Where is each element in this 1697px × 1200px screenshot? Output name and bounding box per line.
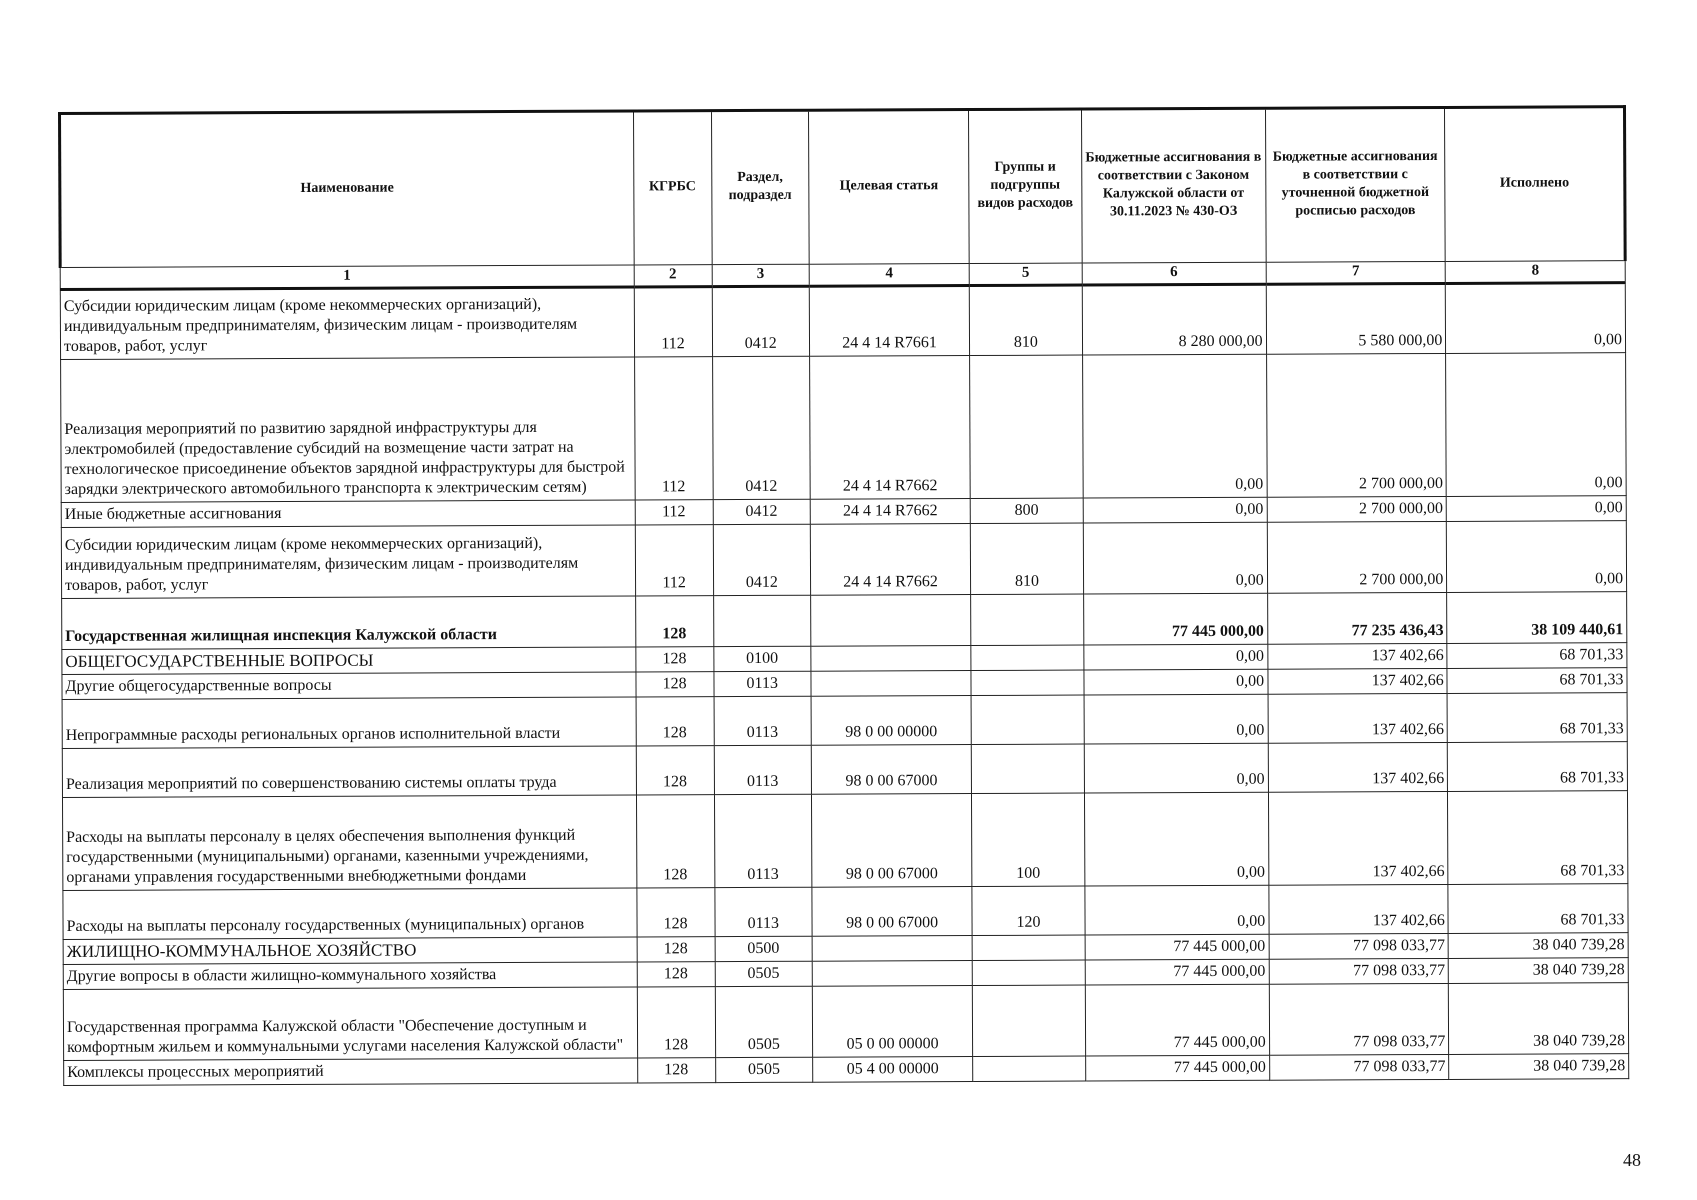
row-target-article: [811, 646, 971, 672]
row-section: 0100: [713, 646, 811, 671]
row-kgrbs: 112: [634, 287, 712, 357]
row-executed: 68 701,33: [1447, 668, 1627, 694]
row-executed: 38 040 739,28: [1449, 1054, 1629, 1080]
row-executed: 68 701,33: [1447, 643, 1627, 669]
table-header-row: [60, 107, 1626, 268]
row-section: 0412: [712, 286, 810, 356]
row-law-allocation: 0,00: [1083, 522, 1267, 594]
row-law-allocation: 77 445 000,00: [1085, 959, 1269, 985]
table-row: [63, 884, 1628, 940]
row-section: 0113: [714, 745, 812, 794]
row-section: 0412: [712, 356, 810, 499]
table-row: [60, 283, 1625, 360]
row-expense-group: [972, 960, 1085, 985]
table-row: [63, 983, 1628, 1061]
row-revised-allocation: 2 700 000,00: [1266, 353, 1446, 497]
row-kgrbs: 112: [635, 500, 713, 525]
column-number: 1: [60, 265, 634, 290]
row-revised-allocation: 77 235 436,43: [1267, 592, 1447, 644]
table-row: [62, 742, 1627, 798]
budget-table: [58, 105, 1630, 1086]
row-law-allocation: 0,00: [1085, 885, 1269, 935]
row-revised-allocation: 2 700 000,00: [1267, 496, 1447, 522]
row-kgrbs: 128: [637, 888, 715, 937]
column-number: 3: [712, 264, 810, 286]
row-target-article: [811, 595, 971, 647]
row-name: Комплексы процессных мероприятий: [64, 1058, 638, 1086]
row-kgrbs: 112: [634, 357, 713, 500]
row-expense-group: 800: [970, 498, 1083, 523]
row-section: 0113: [714, 696, 812, 745]
row-law-allocation: 0,00: [1082, 354, 1267, 498]
row-target-article: 24 4 14 R7661: [809, 286, 969, 357]
row-executed: 38 040 739,28: [1449, 983, 1629, 1055]
row-revised-allocation: 137 402,66: [1267, 643, 1447, 669]
row-kgrbs: 128: [637, 937, 715, 962]
row-executed: 0,00: [1447, 521, 1627, 593]
row-expense-group: [971, 695, 1084, 744]
row-expense-group: 810: [970, 523, 1083, 594]
row-name: Непрограммные расходы региональных органов исполнительной власти: [62, 697, 636, 749]
row-law-allocation: 77 445 000,00: [1085, 984, 1269, 1056]
row-section: 0412: [713, 499, 811, 524]
row-revised-allocation: 77 098 033,77: [1269, 983, 1449, 1055]
row-executed: 0,00: [1446, 353, 1626, 497]
row-revised-allocation: 137 402,66: [1268, 693, 1448, 743]
row-target-article: [811, 671, 971, 697]
row-executed: 38 040 739,28: [1448, 933, 1628, 959]
row-target-article: 24 4 14 R7662: [810, 356, 971, 500]
row-expense-group: 100: [972, 793, 1085, 886]
row-executed: 38 040 739,28: [1449, 958, 1629, 984]
row-law-allocation: 0,00: [1084, 669, 1268, 695]
row-target-article: [812, 961, 972, 987]
row-target-article: 05 4 00 00000: [813, 1057, 973, 1083]
column-number: 4: [809, 264, 969, 287]
row-law-allocation: 0,00: [1084, 743, 1268, 793]
row-kgrbs: 128: [637, 987, 715, 1058]
table-row: [61, 521, 1626, 599]
row-expense-group: [972, 985, 1085, 1056]
row-section: 0412: [713, 524, 811, 595]
row-revised-allocation: 5 580 000,00: [1266, 283, 1446, 354]
row-law-allocation: 0,00: [1083, 644, 1267, 670]
row-executed: 38 109 440,61: [1447, 592, 1627, 644]
row-section: 0505: [715, 986, 813, 1057]
row-revised-allocation: 137 402,66: [1268, 742, 1448, 792]
header-name: Наименование: [60, 111, 634, 268]
header-executed: Исполнено: [1445, 107, 1625, 262]
row-revised-allocation: 77 098 033,77: [1269, 958, 1449, 984]
row-kgrbs: 128: [635, 647, 713, 672]
row-law-allocation: 0,00: [1084, 694, 1268, 744]
row-target-article: 98 0 00 67000: [811, 745, 971, 795]
row-kgrbs: 128: [637, 1058, 715, 1083]
row-law-allocation: 8 280 000,00: [1082, 284, 1266, 355]
column-number: 8: [1445, 261, 1625, 284]
header-target-article: Целевая статья: [808, 110, 969, 265]
row-expense-group: [971, 670, 1084, 695]
row-target-article: 05 0 00 00000: [812, 986, 972, 1058]
row-revised-allocation: 137 402,66: [1268, 668, 1448, 694]
table-row: [62, 592, 1627, 650]
row-law-allocation: 77 445 000,00: [1083, 593, 1267, 645]
row-section: 0113: [714, 794, 812, 887]
row-section: 0113: [714, 887, 812, 936]
row-target-article: 24 4 14 R7662: [810, 499, 970, 525]
header-law-allocation: Бюджетные ассигнования в соответствии с Законом Калужской области от 30.11.2023 № 430-ОЗ: [1081, 108, 1266, 263]
row-name: Иные бюджетные ассигнования: [61, 500, 635, 528]
row-expense-group: [970, 355, 1083, 498]
column-number: 6: [1082, 262, 1266, 285]
row-expense-group: [972, 935, 1085, 960]
row-law-allocation: 77 445 000,00: [1085, 934, 1269, 960]
row-executed: 0,00: [1446, 283, 1626, 354]
column-number: 7: [1266, 261, 1446, 284]
row-section: 0505: [715, 961, 813, 986]
row-name: Реализация мероприятий по совершенствованию системы оплаты труда: [62, 746, 636, 798]
row-name: Субсидии юридическим лицам (кроме некоммерческих организаций), индивидуальным предпринимателям, физическим лицам - производителям товаров, работ, услуг: [61, 525, 635, 599]
table-row: [62, 693, 1627, 749]
row-executed: 68 701,33: [1448, 742, 1628, 792]
table-row: [62, 791, 1627, 891]
header-revised-allocation: Бюджетные ассигнования в соответствии с уточненной бюджетной росписью расходов: [1265, 107, 1445, 262]
row-name: Другие общегосударственные вопросы: [62, 672, 636, 700]
column-number: 2: [634, 265, 712, 287]
row-revised-allocation: 77 098 033,77: [1269, 933, 1449, 959]
row-revised-allocation: 77 098 033,77: [1269, 1054, 1449, 1080]
row-name: ОБЩЕГОСУДАРСТВЕННЫЕ ВОПРОСЫ: [62, 647, 636, 675]
row-name: Субсидии юридическим лицам (кроме некоммерческих организаций), индивидуальным предпринимателям, физическим лицам - производителям товаров, работ, услуг: [60, 287, 634, 360]
row-target-article: 24 4 14 R7662: [810, 524, 970, 596]
row-expense-group: [973, 1056, 1086, 1081]
row-expense-group: [971, 645, 1084, 670]
row-name: Государственная жилищная инспекция Калужской области: [62, 596, 636, 650]
row-name: Другие вопросы в области жилищно-коммунального хозяйства: [63, 962, 637, 990]
row-expense-group: [971, 594, 1084, 645]
row-expense-group: [971, 744, 1084, 793]
row-expense-group: 120: [972, 886, 1085, 935]
row-revised-allocation: 137 402,66: [1268, 791, 1448, 885]
row-expense-group: 810: [969, 285, 1082, 355]
row-target-article: 98 0 00 00000: [811, 696, 971, 746]
page-number: 48: [1623, 1150, 1641, 1170]
row-target-article: 98 0 00 67000: [812, 887, 972, 937]
row-target-article: 98 0 00 67000: [811, 794, 972, 888]
table-row: [61, 353, 1627, 503]
row-executed: 68 701,33: [1448, 884, 1628, 934]
row-law-allocation: 0,00: [1083, 497, 1267, 523]
row-kgrbs: 112: [635, 525, 713, 596]
row-name: Расходы на выплаты персоналу в целях обеспечения выполнения функций государственными (муниципальными) органами, казенными учреждениями, органами управления государственными внебюджетными фондами: [62, 795, 636, 891]
row-revised-allocation: 137 402,66: [1269, 884, 1449, 934]
row-kgrbs: 128: [637, 962, 715, 987]
row-revised-allocation: 2 700 000,00: [1267, 521, 1447, 593]
row-name: Государственная программа Калужской области "Обеспечение доступным и комфортным жильем и коммунальными услугами населения Калужской области": [63, 987, 637, 1061]
header-kgrbs: КГРБС: [633, 111, 712, 265]
row-executed: 68 701,33: [1448, 791, 1628, 885]
row-kgrbs: 128: [636, 746, 714, 795]
header-expense-group: Группы и подгруппы видов расходов: [969, 109, 1082, 263]
row-section: 0113: [713, 671, 811, 696]
row-kgrbs: 128: [635, 596, 713, 647]
row-kgrbs: 128: [636, 672, 714, 697]
row-name: Расходы на выплаты персоналу государственных (муниципальных) органов: [63, 888, 637, 940]
row-name: ЖИЛИЩНО-КОММУНАЛЬНОЕ ХОЗЯЙСТВО: [63, 937, 637, 965]
row-section: [713, 595, 811, 646]
row-executed: 68 701,33: [1447, 693, 1627, 743]
row-section: 0505: [715, 1057, 813, 1082]
row-law-allocation: 0,00: [1084, 792, 1268, 886]
row-law-allocation: 77 445 000,00: [1085, 1055, 1269, 1081]
row-executed: 0,00: [1446, 496, 1626, 522]
row-section: 0500: [715, 936, 813, 961]
row-target-article: [812, 936, 972, 962]
row-kgrbs: 128: [636, 697, 714, 746]
row-kgrbs: 128: [636, 795, 714, 888]
column-number: 5: [969, 263, 1082, 285]
row-name: Реализация мероприятий по развитию зарядной инфраструктуры для электромобилей (предоставление субсидий на возмещение части затрат на технологическое присоединение объектов зарядной инфраструктуры для быстрой зарядки электрического автомобильного транспорта к электрическим сетям): [61, 357, 635, 503]
header-section: Раздел, подраздел: [711, 110, 809, 264]
